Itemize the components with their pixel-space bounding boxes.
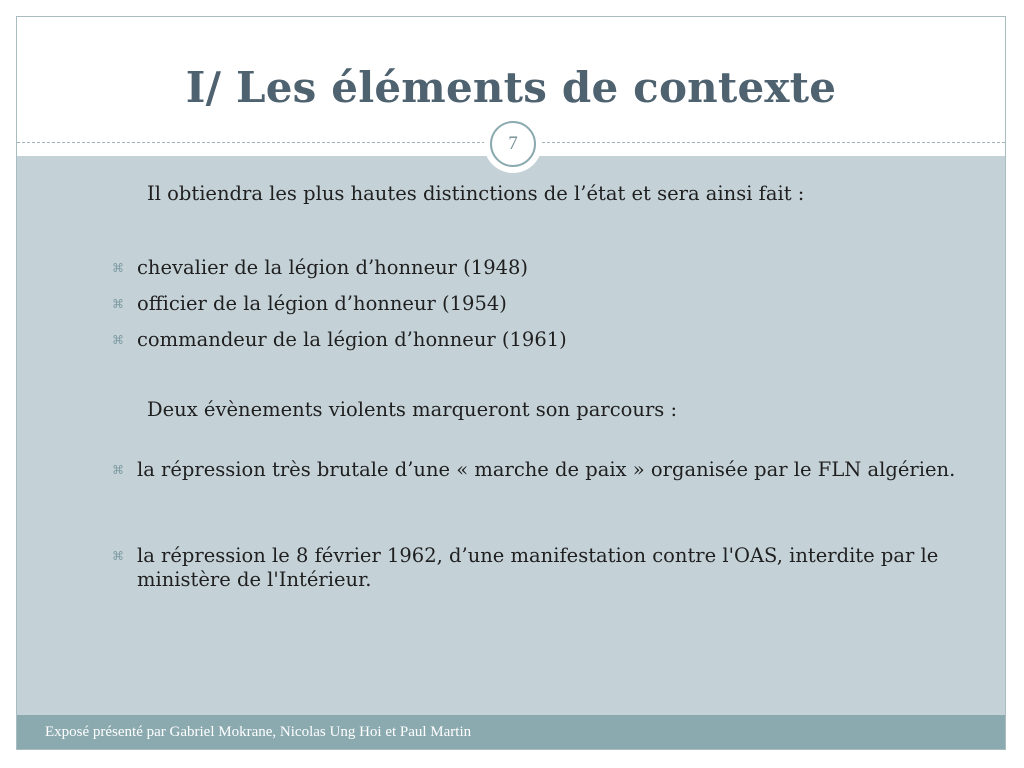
slide-number-badge xyxy=(484,115,542,173)
bullet-icon: ⌘ xyxy=(112,549,124,563)
intro-text-events: Deux évènements violents marqueront son parcours : xyxy=(147,398,678,421)
footer-text: Exposé présenté par Gabriel Mokrane, Nicolas Ung Hoi et Paul Martin xyxy=(45,724,472,740)
list-item-text: chevalier de la légion d’honneur (1948) xyxy=(137,256,529,279)
content-panel xyxy=(17,156,1005,715)
list-item xyxy=(112,292,982,316)
bullet-icon: ⌘ xyxy=(112,261,124,275)
list-item-text: commandeur de la légion d’honneur (1961) xyxy=(137,328,567,351)
list-item xyxy=(112,256,982,280)
list-item xyxy=(112,458,982,482)
bullet-icon: ⌘ xyxy=(112,463,124,477)
slide-number: 7 xyxy=(490,121,536,167)
intro-text-distinctions: Il obtiendra les plus hautes distinctions de l’état et sera ainsi fait : xyxy=(147,182,805,205)
slide-title: I/ Les éléments de contexte xyxy=(185,63,837,112)
slide xyxy=(16,16,1006,750)
bullet-icon: ⌘ xyxy=(112,333,124,347)
footer-bar xyxy=(17,715,1005,749)
list-item-text: la répression très brutale d’une « marche de paix » organisée par le FLN algérien. xyxy=(137,458,956,481)
list-item-text: officier de la légion d’honneur (1954) xyxy=(137,292,507,315)
bullet-icon: ⌘ xyxy=(112,297,124,311)
list-item xyxy=(112,544,982,592)
list-item-text: la répression le 8 février 1962, d’une manifestation contre l'OAS, interdite par le ministère de l'Intérieur. xyxy=(137,544,939,591)
list-item xyxy=(112,328,982,352)
